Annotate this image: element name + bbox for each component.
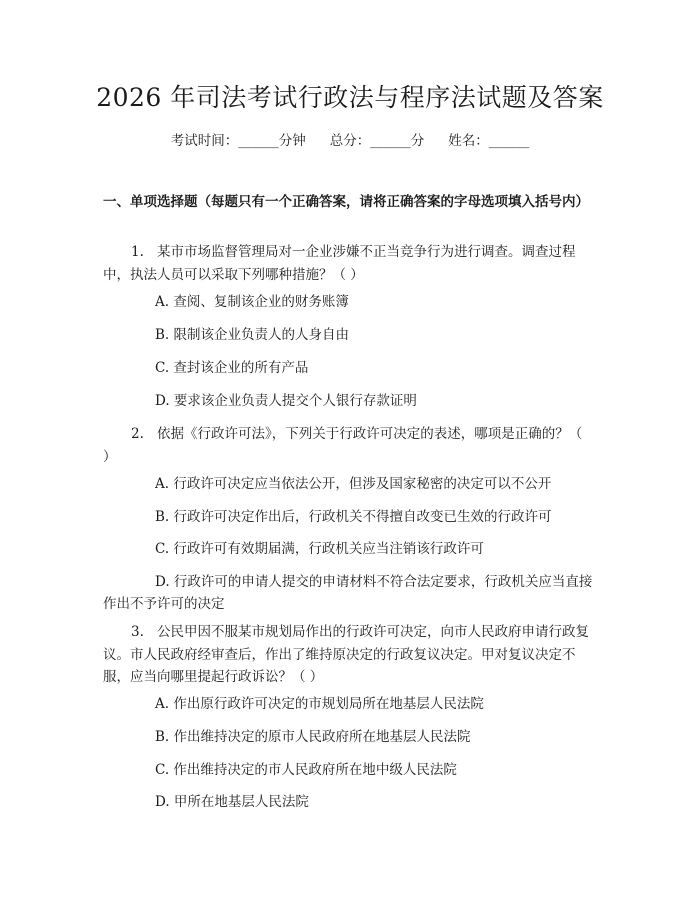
question-stem: 公民甲因不服某市规划局作出的行政许可决定，向市人民政府申请行政复议。市人民政府经审查后，作出了维持原决定的行政复议决定。甲对复议决定不服，应当向哪里提起行政诉讼？（ ） — [103, 624, 589, 685]
option-2c: C. 行政许可有效期届满，行政机关应当注销该行政许可 — [155, 541, 484, 557]
question-number: 2. — [131, 426, 144, 442]
section-heading: 一、单项选择题（每题只有一个正确答案，请将正确答案的字母选项填入括号内） — [103, 194, 589, 210]
option-3b: B. 作出维持决定的原市人民政府所在地基层人民法院 — [155, 729, 471, 745]
document-title: 2026 年司法考试行政法与程序法试题及答案 — [96, 83, 604, 112]
exam-meta — [0, 130, 700, 152]
question-number: 3. — [131, 624, 144, 640]
option-3a: A. 作出原行政许可决定的市规划局所在地基层人民法院 — [155, 696, 484, 712]
option-3c: C. 作出维持决定的市人民政府所在地中级人民法院 — [155, 762, 457, 778]
exam-time-field: 考试时间：______分钟 — [170, 133, 306, 149]
question-2 — [103, 423, 593, 468]
question-stem: 某市市场监督管理局对一企业涉嫌不正当竞争行为进行调查。调查过程中，执法人员可以采取下列哪种措施？（ ） — [103, 244, 576, 283]
option-1d: D. 要求该企业负责人提交个人银行存款证明 — [155, 393, 417, 409]
question-1 — [103, 241, 593, 286]
option-2d: D. 行政许可的申请人提交的申请材料不符合法定要求，行政机关应当直接作出不予许可的决定 — [103, 574, 593, 612]
question-3 — [103, 621, 593, 689]
option-3d: D. 甲所在地基层人民法院 — [155, 794, 309, 810]
option-2b: B. 行政许可决定作出后，行政机关不得擅自改变已生效的行政许可 — [155, 509, 552, 525]
option-1c: C. 查封该企业的所有产品 — [155, 360, 309, 376]
option-2a: A. 行政许可决定应当依法公开，但涉及国家秘密的决定可以不公开 — [155, 476, 552, 492]
question-number: 1. — [131, 244, 144, 260]
total-score-field: 总分：______分 — [329, 133, 425, 149]
question-stem: 依据《行政许可法》，下列关于行政许可决定的表述，哪项是正确的？（ ） — [103, 426, 583, 465]
name-field: 姓名：______ — [448, 133, 530, 149]
option-1b: B. 限制该企业负责人的人身自由 — [155, 327, 350, 343]
option-1a: A. 查阅、复制该企业的财务账簿 — [155, 294, 349, 310]
